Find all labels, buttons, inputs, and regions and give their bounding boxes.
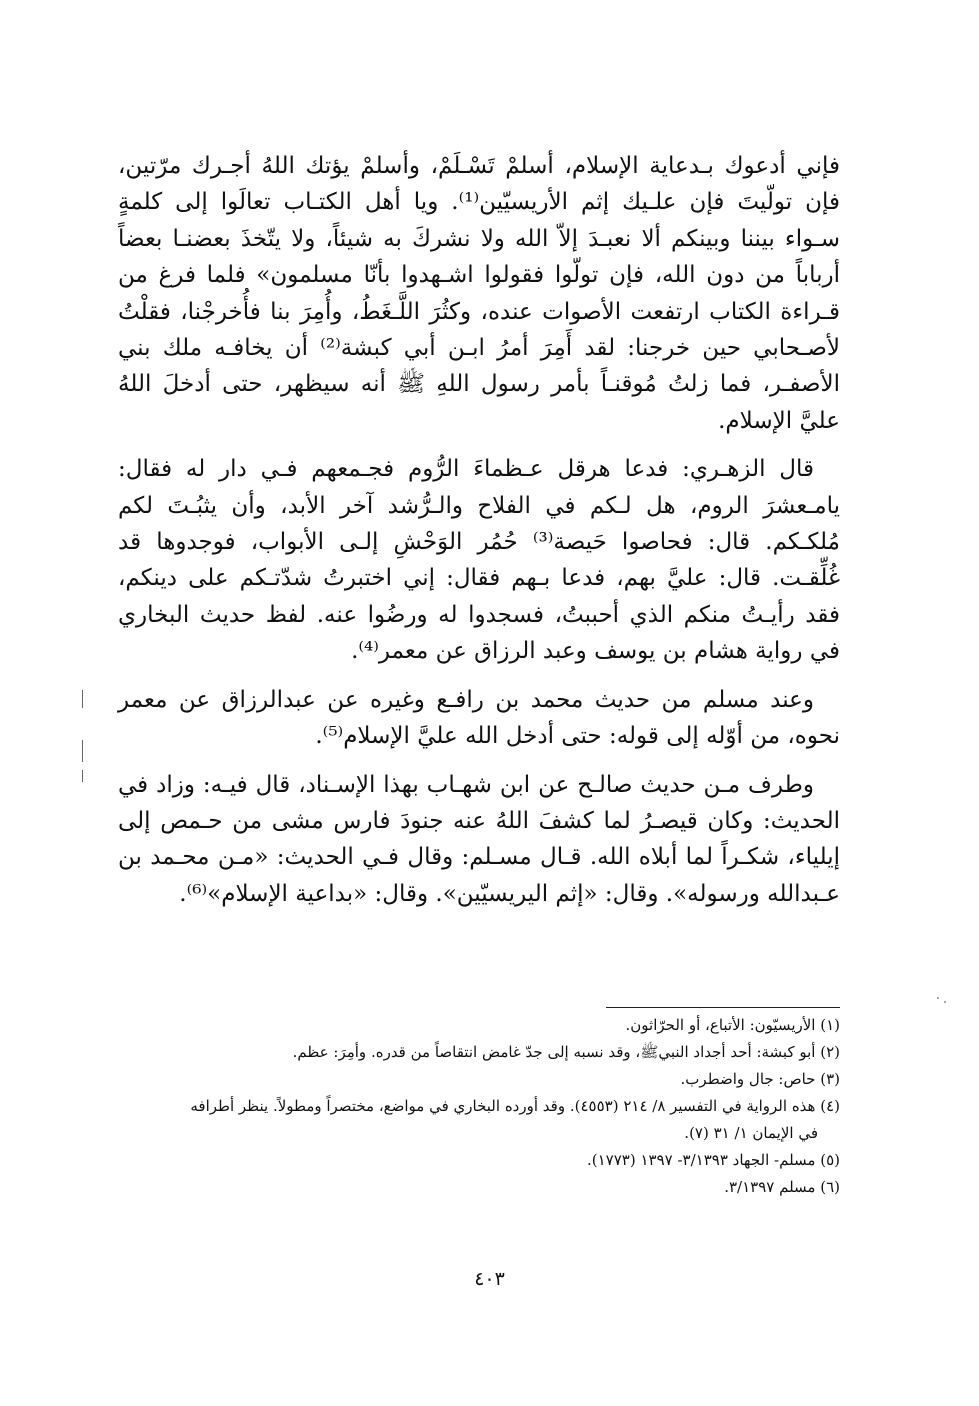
paragraph: وعند مسلم من حديث محمد بن رافـع وغيره عن عبدالرزاق عن معمر نحوه، من أوّله إلى قوله: حتى أدخل الله عليَّ الإسلام⁽⁵⁾.	[118, 686, 840, 750]
footnote	[118, 1093, 840, 1147]
scan-margin-mark	[82, 690, 83, 708]
scan-margin-mark	[82, 770, 83, 782]
scan-speck	[944, 1001, 946, 1003]
paragraph: وطرف مـن حديث صالـح عن ابن شهـاب بهذا الإسـناد، قال فيـه: وزاد في الحديث: وكان قيصـرُ لما كشفَ اللهُ عنه جنودَ فارس مشى من حـمص إلى إيلياء، شكـراً لما أبلاه الله. قـال مسـلم: وقال فـي الحديث: «مـن محـمد بن عـبدالله ورسوله». وقال: «إثم اليريسيّين». وقال: «بداعية الإسلام»⁽⁶⁾.	[118, 771, 840, 907]
footnote: (٥) مسلم- الجهاد ٣/١٣٩٣- ١٣٩٧ (١٧٧٣).	[586, 1151, 840, 1169]
main-text	[118, 148, 840, 924]
footnote: (٢) أبو كبشة: أحد أجداد النبيﷺ، وقد نسبه إلى جدّ غامض انتقاصاً من قدره. وأمِرَ: عظم.	[292, 1043, 840, 1061]
page-number: ٤٠٣	[474, 1268, 505, 1290]
footnote-text: (٤) هذه الرواية في التفسير ٨/ ٢١٤ (٤٥٥٣). وقد أورده البخاري في مواضع، مختصراً ومطولاً. ينظر أطرافه	[190, 1097, 840, 1115]
footnote-separator	[606, 1007, 840, 1008]
footnote: (٣) حاص: جال واضطرب.	[680, 1070, 840, 1088]
footnote: (١) الأريسيّون: الأتباع، أو الحرّاثون.	[625, 1016, 840, 1034]
footnote: (٦) مسلم ٣/١٣٩٧.	[724, 1178, 840, 1196]
paragraph: فإني أدعوك بـدعاية الإسلام، أسلمْ تَسْـلَمْ، وأسلمْ يؤتك اللهُ أجـرك مرّتين، فإن تولّيتَ فإن علـيك إثم الأريسيّين⁽¹⁾. ويا أهل الكتـاب تعالَوا إلى كلمةٍ سـواء بيننا وبينكم ألا نعبـدَ إلاّ الله ولا نشركَ به شيئاً، ولا يتّخذَ بعضنـا بعضاً أرباباً من دون الله، فإن تولّوا فقولوا اشـهدوا بأنّا مسلمون» فلما فرغ من قـراءة الكتاب ارتفعت الأصوات عنده، وكثُرَ اللَّـغَطُ، وأُمِرَ بنا فأُخرجْنا، فقلْتُ لأصـحابي حين خرجنا: لقد أَمِرَ أمرُ ابـن أبي كبشة⁽²⁾ أن يخافـه ملك بني الأصفـر، فما زلتُ مُوقنـاً بأمر رسول اللهِ ﷺ أنه سيظهر، حتى أدخلَ اللهُ عليَّ الإسلام.	[118, 153, 840, 434]
footnotes	[118, 1012, 840, 1201]
paragraph: قال الزهـري: فدعا هرقل عـظماءَ الرُّوم فجـمعهم فـي دار له فقال: يامـعشرَ الروم، هل لـكم في الفلاح والـرُّشد آخر الأبد، وأن يثبُـتَ لكم مُلكـكم. قال: فحاصوا حَيصة⁽³⁾ حُمُر الوَحْشِ إلـى الأبواب، فوجدوها قد غُلِّقـت. قال: عليَّ بهم، فدعا بـهم فقال: إني اختبرتُ شدّتـكم على دينكم، فقد رأيـتُ منكم الذي أحببتُ، فسجدوا له ورضُوا عنه. لفظ حديث البخاري في رواية هشام بن يوسف وعبد الرزاق عن معمر⁽⁴⁾.	[118, 456, 840, 665]
footnote-continuation: في الإيمان ١/ ٣١ (٧).	[684, 1124, 818, 1142]
scan-speck	[937, 997, 939, 999]
scan-margin-mark	[82, 740, 83, 762]
